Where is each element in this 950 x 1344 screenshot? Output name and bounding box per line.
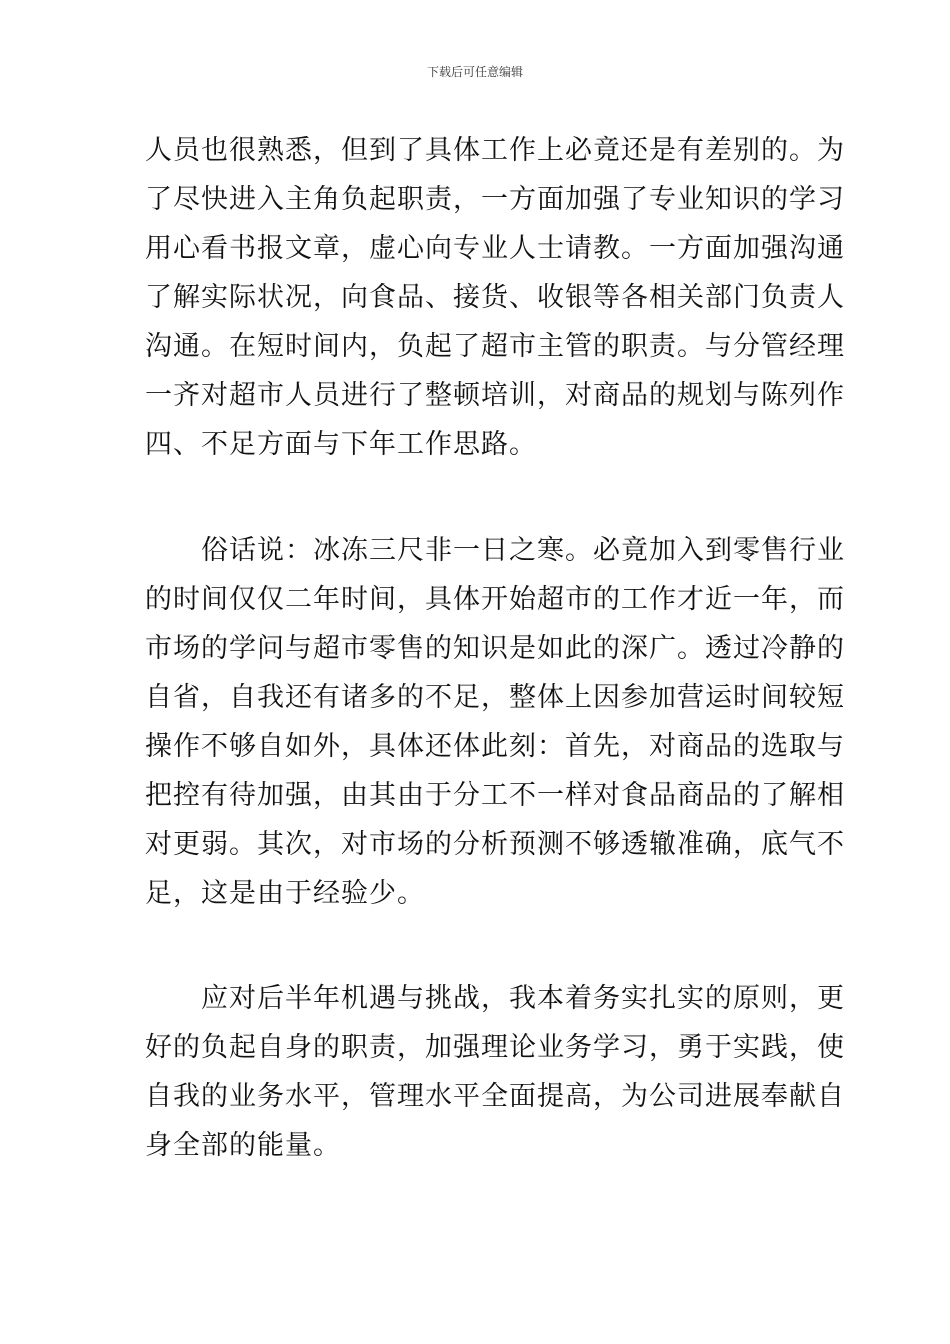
text-line: 了尽快进入主角负起职责，一方面加强了专业知识的学习 (145, 184, 845, 215)
text-line: 把控有待加强，由其由于分工不一样对食品商品的了解相 (145, 780, 845, 811)
text-line: 足，这是由于经验少。 (145, 878, 425, 909)
text-line: 应对后半年机遇与挑战，我本着务实扎实的原则，更 (145, 983, 845, 1014)
paragraph-1 (145, 126, 845, 469)
text-line: 人员也很熟悉，但到了具体工作上必竟还是有差别的。为 (145, 135, 845, 166)
section-heading-line: 四、不足方面与下年工作思路。 (145, 429, 537, 460)
text-line: 用心看书报文章，虚心向专业人士请教。一方面加强沟通 (145, 233, 845, 264)
text-line: 的时间仅仅二年时间，具体开始超市的工作才近一年，而 (145, 584, 845, 615)
paragraph-3 (145, 974, 845, 1170)
text-line: 身全部的能量。 (145, 1130, 341, 1161)
text-line: 市场的学问与超市零售的知识是如此的深广。透过冷静的 (145, 633, 845, 664)
paragraph-2 (145, 526, 845, 918)
text-line: 对更弱。其次，对市场的分析预测不够透辙准确，底气不 (145, 829, 845, 860)
text-line: 沟通。在短时间内，负起了超市主管的职责。与分管经理 (145, 331, 845, 362)
text-line: 自省，自我还有诸多的不足，整体上因参加营运时间较短 (145, 682, 845, 713)
page-header-note: 下载后可任意编辑 (426, 65, 523, 79)
text-line: 了解实际状况，向食品、接货、收银等各相关部门负责人 (145, 282, 845, 313)
text-line: 操作不够自如外，具体还体此刻：首先，对商品的选取与 (145, 731, 845, 762)
text-line: 好的负起自身的职责，加强理论业务学习，勇于实践，使 (145, 1032, 845, 1063)
text-line: 俗话说：冰冻三尺非一日之寒。必竟加入到零售行业 (145, 535, 845, 566)
text-line: 自我的业务水平，管理水平全面提高，为公司进展奉献自 (145, 1081, 845, 1112)
text-line: 一齐对超市人员进行了整顿培训，对商品的规划与陈列作 (145, 380, 845, 411)
